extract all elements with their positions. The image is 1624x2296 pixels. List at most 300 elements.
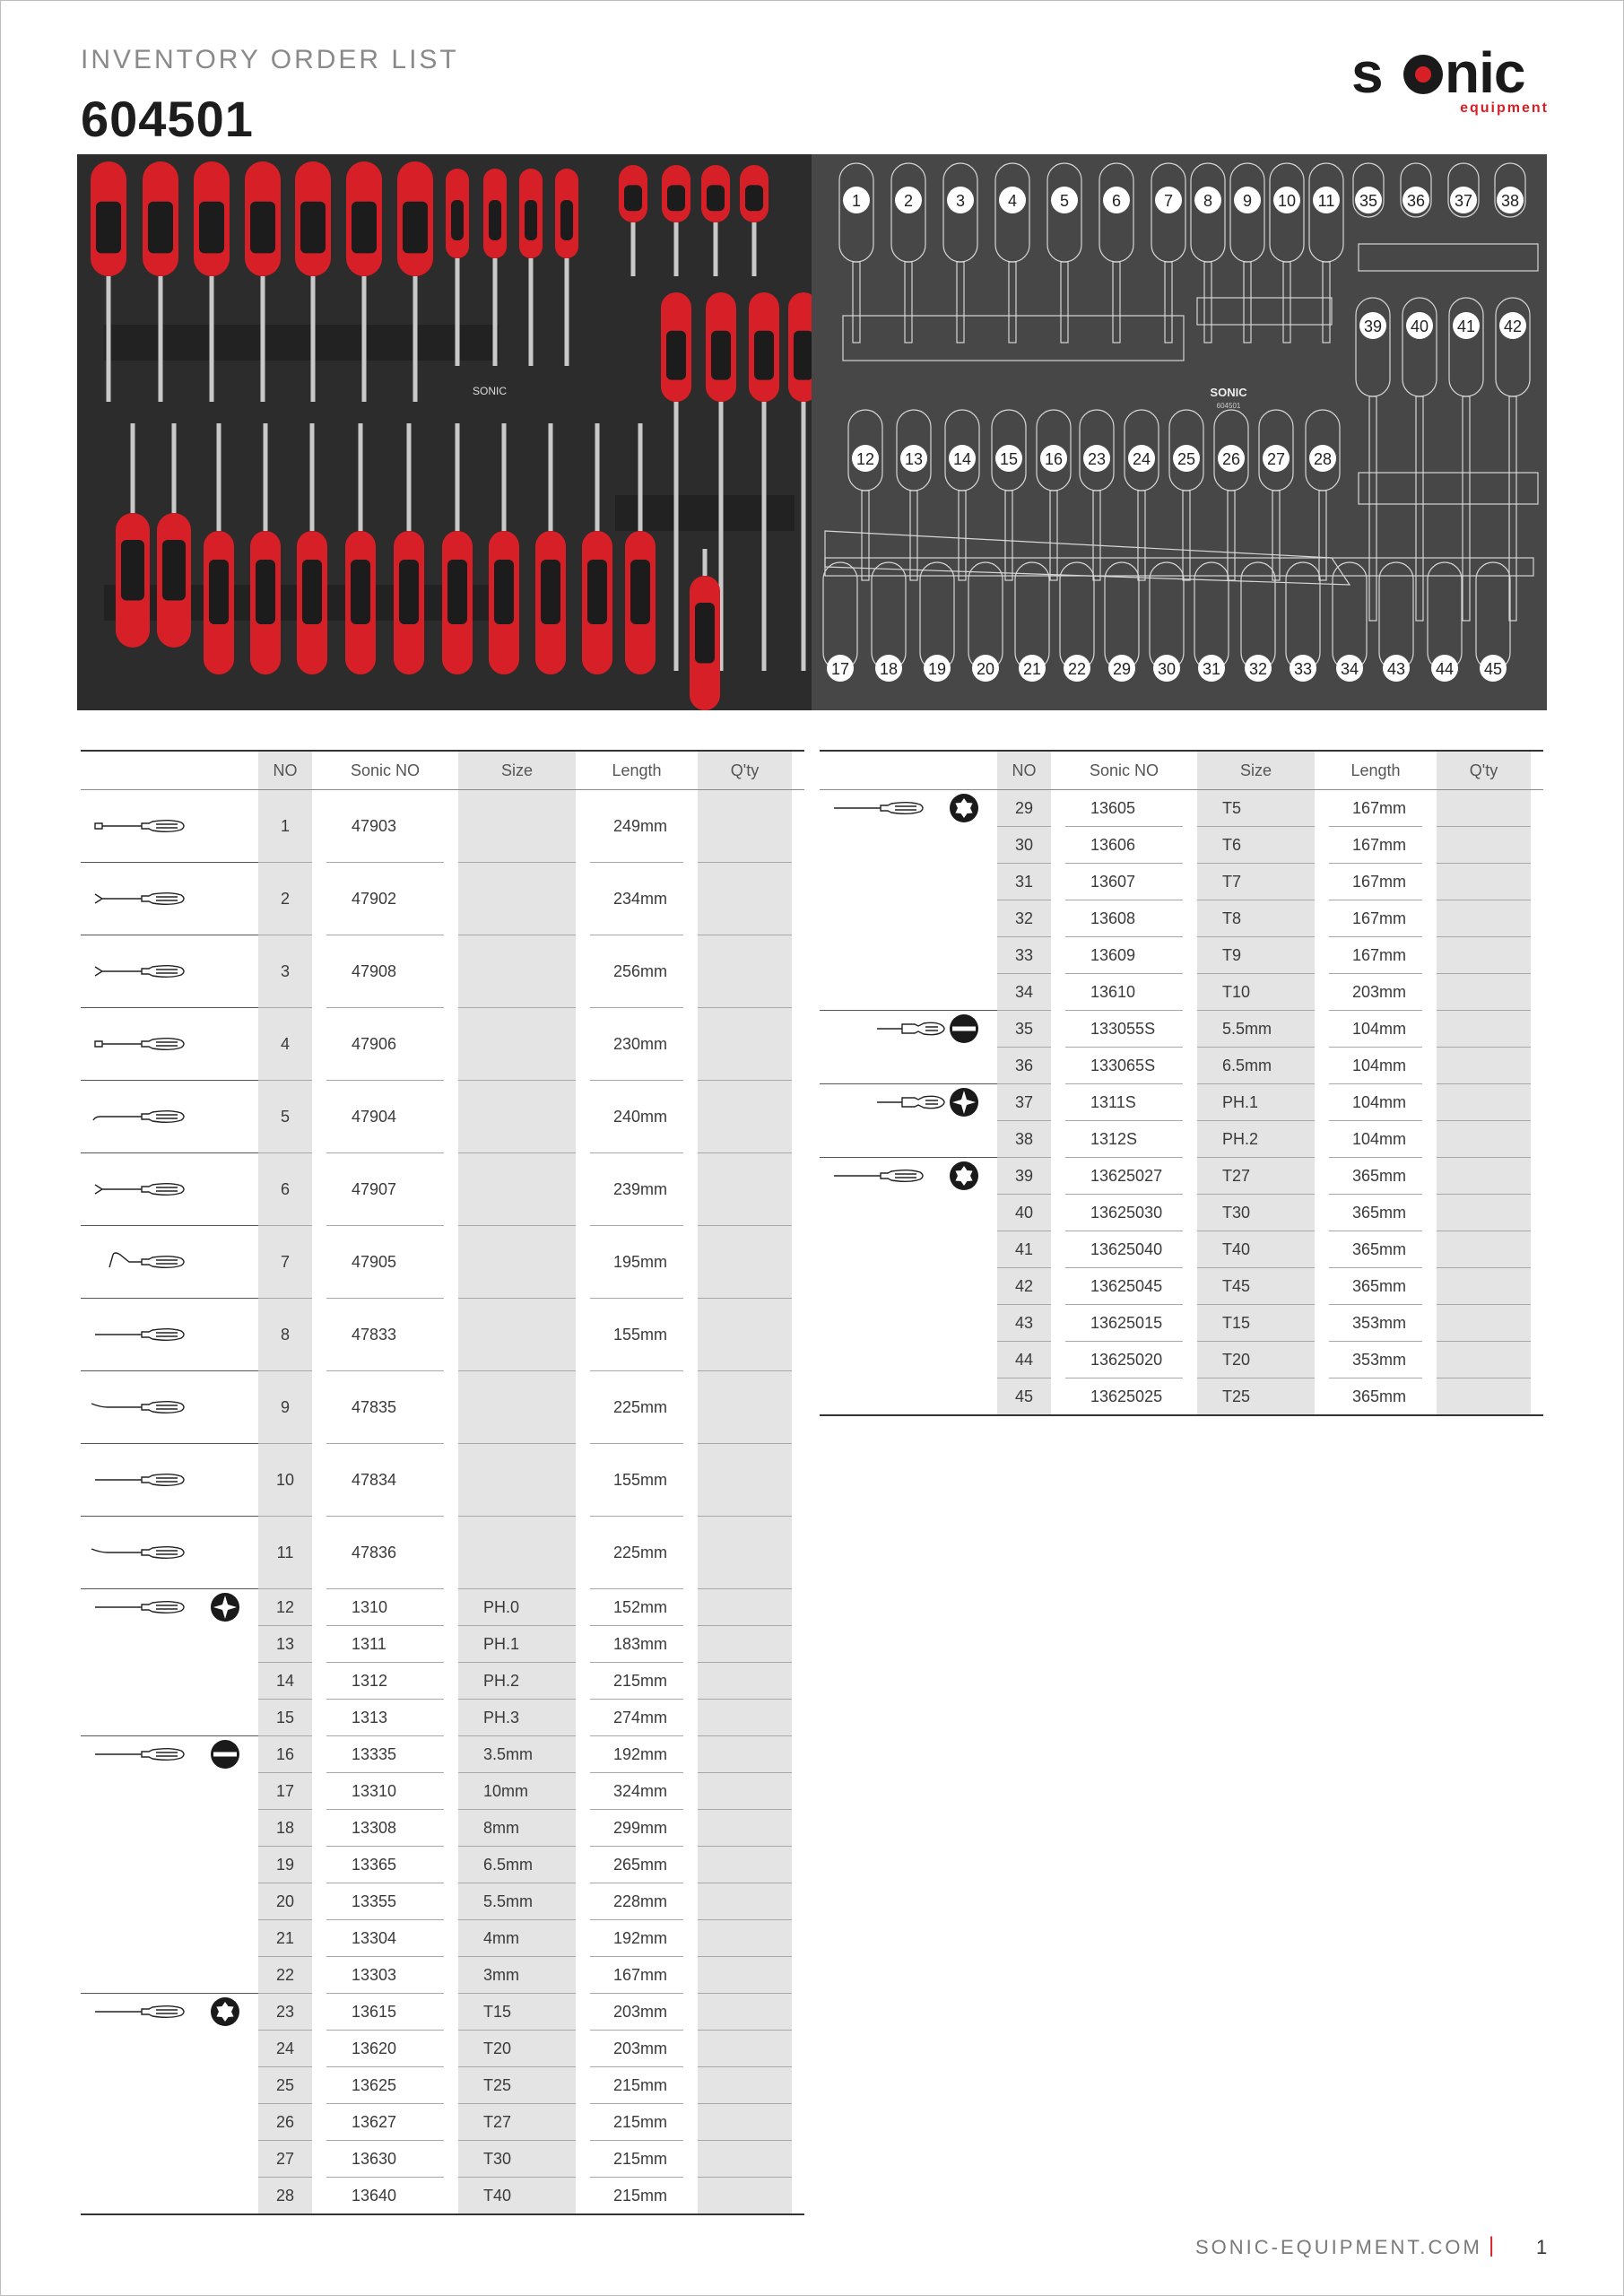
cell-qty[interactable] [698, 1994, 792, 2031]
cell-sonic-no: 47903 [326, 790, 444, 863]
position-number-marker [1153, 655, 1180, 682]
column-gap [1531, 1011, 1543, 1048]
column-gap [1051, 1305, 1065, 1342]
cell-no: 28 [258, 2178, 312, 2215]
cell-sonic-no: 13630 [326, 2141, 444, 2178]
column-gap [1183, 974, 1197, 1011]
position-number: 12 [855, 450, 875, 468]
cell-no: 23 [258, 1994, 312, 2031]
position-number-marker [900, 445, 927, 472]
cell-qty[interactable] [1437, 1011, 1531, 1048]
cell-qty[interactable] [1437, 1231, 1531, 1268]
svg-text:nic: nic [1445, 40, 1525, 105]
tray-photo-drawing [77, 154, 812, 710]
cell-qty[interactable] [698, 1081, 792, 1153]
cell-no: 20 [258, 1883, 312, 1920]
cell-qty[interactable] [698, 1957, 792, 1994]
cell-no: 24 [258, 2031, 312, 2067]
cell-no: 37 [997, 1084, 1051, 1121]
column-gap [1531, 1121, 1543, 1158]
foam-tray-photo [77, 154, 812, 710]
cell-size: 6.5mm [1197, 1048, 1315, 1084]
cell-length: 324mm [590, 1773, 683, 1810]
column-gap [1051, 1231, 1065, 1268]
cell-length: 215mm [590, 2067, 683, 2104]
column-gap [683, 1847, 698, 1883]
cell-sonic-no: 47906 [326, 1008, 444, 1081]
cell-qty[interactable] [698, 935, 792, 1008]
cell-qty[interactable] [1437, 1378, 1531, 1416]
column-gap [576, 1517, 590, 1589]
page-number: 1 [1536, 2236, 1548, 2258]
cell-no: 13 [258, 1626, 312, 1663]
table-row [81, 1736, 804, 1773]
cell-length: 104mm [1329, 1084, 1422, 1121]
cell-qty[interactable] [698, 2141, 792, 2178]
column-gap [444, 2031, 458, 2067]
column-gap [1422, 974, 1437, 1011]
column-gap [1183, 1195, 1197, 1231]
column-gap [312, 1008, 326, 1081]
column-gap [576, 1081, 590, 1153]
column-gap [1422, 1084, 1437, 1121]
position-number: 1 [851, 192, 862, 210]
torx-tip-icon [210, 1996, 240, 2027]
table-row [820, 790, 1543, 827]
pry-bar-icon [90, 1033, 188, 1055]
cell-qty[interactable] [1437, 790, 1531, 827]
cell-length: 167mm [1329, 790, 1422, 827]
fork-pry-icon [90, 961, 188, 982]
cell-qty[interactable] [698, 1008, 792, 1081]
column-gap [683, 1008, 698, 1081]
column-gap [1051, 1158, 1065, 1195]
cell-size [458, 1153, 576, 1226]
column-gap [576, 1920, 590, 1957]
cell-length: 104mm [1329, 1011, 1422, 1048]
tool-illustration-cell [81, 790, 258, 863]
cell-sonic-no: 1310 [326, 1589, 444, 1626]
cell-length: 228mm [590, 1883, 683, 1920]
pick-icon [90, 1324, 188, 1345]
cell-sonic-no: 13310 [326, 1773, 444, 1810]
column-gap [1422, 1231, 1437, 1268]
cell-qty[interactable] [1437, 900, 1531, 937]
column-gap [683, 1371, 698, 1444]
cell-no: 21 [258, 1920, 312, 1957]
table-row [81, 1226, 804, 1299]
position-number: 27 [1266, 450, 1286, 468]
cell-qty[interactable] [698, 1517, 792, 1589]
column-gap [1531, 1305, 1543, 1342]
position-number: 10 [1277, 192, 1297, 210]
column-gap [792, 1517, 804, 1589]
cell-no: 18 [258, 1810, 312, 1847]
set-number-title: 604501 [81, 91, 254, 147]
header-no: NO [997, 751, 1051, 790]
column-gap [1531, 827, 1543, 864]
cell-length: 192mm [590, 1920, 683, 1957]
diagram-model-label: 604501 [1216, 402, 1241, 410]
column-gap [312, 1226, 326, 1299]
position-number-marker [1499, 312, 1526, 339]
cell-length: 365mm [1329, 1231, 1422, 1268]
cell-length: 167mm [1329, 937, 1422, 974]
cell-size [458, 1517, 576, 1589]
position-number: 35 [1359, 192, 1378, 210]
column-gap [1183, 864, 1197, 900]
cell-no: 30 [997, 827, 1051, 864]
column-gap [444, 2178, 458, 2215]
cell-no: 1 [258, 790, 312, 863]
column-gap [444, 1994, 458, 2031]
header-size: Size [1197, 751, 1315, 790]
position-number-marker [843, 187, 870, 213]
cell-qty[interactable] [1437, 1158, 1531, 1195]
column-gap [1183, 1121, 1197, 1158]
position-number-marker [1083, 445, 1110, 472]
cell-no: 27 [258, 2141, 312, 2178]
cell-qty[interactable] [698, 1153, 792, 1226]
hook-pick-icon [90, 1106, 188, 1127]
cell-size [458, 1371, 576, 1444]
pick-icon [90, 1469, 188, 1491]
cell-length: 234mm [590, 863, 683, 935]
column-gap [1422, 900, 1437, 937]
position-number: 16 [1044, 450, 1064, 468]
column-gap [1531, 1231, 1543, 1268]
cell-size: T7 [1197, 864, 1315, 900]
column-gap [576, 935, 590, 1008]
column-gap [792, 1736, 804, 1773]
column-gap [792, 2141, 804, 2178]
position-number: 36 [1406, 192, 1426, 210]
cell-sonic-no: 47908 [326, 935, 444, 1008]
column-gap [792, 1773, 804, 1810]
cell-qty[interactable] [1437, 827, 1531, 864]
column-gap [1422, 1342, 1437, 1378]
cell-size: PH.1 [1197, 1084, 1315, 1121]
column-gap [312, 1957, 326, 1994]
column-gap [683, 1517, 698, 1589]
cell-qty[interactable] [1437, 937, 1531, 974]
cell-length: 365mm [1329, 1268, 1422, 1305]
cell-no: 25 [258, 2067, 312, 2104]
column-gap [312, 1371, 326, 1444]
column-gap [1315, 1084, 1329, 1121]
cell-no: 44 [997, 1342, 1051, 1378]
position-number-marker [1245, 655, 1272, 682]
bent-hook-icon [90, 1251, 188, 1273]
cell-qty[interactable] [1437, 974, 1531, 1011]
cell-qty[interactable] [698, 1773, 792, 1810]
column-gap [312, 1663, 326, 1700]
column-gap [792, 2178, 804, 2215]
column-gap [312, 1081, 326, 1153]
cell-qty[interactable] [698, 1736, 792, 1773]
position-number: 38 [1500, 192, 1520, 210]
cell-no: 6 [258, 1153, 312, 1226]
cell-qty[interactable] [1437, 1305, 1531, 1342]
header-no: NO [258, 751, 312, 790]
column-gap [444, 790, 458, 863]
position-number-marker [972, 655, 999, 682]
position-number-marker [947, 187, 974, 213]
bent-pick-icon [90, 1542, 188, 1563]
position-number-marker [1103, 187, 1130, 213]
cell-size: T5 [1197, 790, 1315, 827]
column-gap [312, 2067, 326, 2104]
column-gap [792, 1626, 804, 1663]
cell-size: 3.5mm [458, 1736, 576, 1773]
position-number: 31 [1202, 660, 1221, 678]
table-row [820, 1084, 1543, 1121]
column-gap [312, 1920, 326, 1957]
column-gap [1422, 790, 1437, 827]
column-gap [312, 863, 326, 935]
cell-length: 104mm [1329, 1048, 1422, 1084]
column-gap [576, 2067, 590, 2104]
cell-qty[interactable] [698, 1700, 792, 1736]
column-gap [1315, 1195, 1329, 1231]
cell-no: 42 [997, 1268, 1051, 1305]
cell-no: 19 [258, 1847, 312, 1883]
tool-illustration-cell [81, 1371, 258, 1444]
position-number: 25 [1177, 450, 1196, 468]
column-gap [683, 1589, 698, 1626]
column-gap [312, 790, 326, 863]
column-gap [444, 1081, 458, 1153]
table-row [81, 1994, 804, 2031]
cell-length: 365mm [1329, 1195, 1422, 1231]
cell-sonic-no: 13625020 [1065, 1342, 1183, 1378]
column-gap [1183, 1342, 1197, 1378]
header-length: Length [590, 751, 683, 790]
header-qty: Q'ty [1437, 751, 1531, 790]
cell-qty[interactable] [698, 2104, 792, 2141]
position-number-marker [1155, 187, 1182, 213]
tray-brand-label: SONIC [472, 385, 508, 397]
cell-sonic-no: 133055S [1065, 1011, 1183, 1048]
cell-qty[interactable] [698, 1663, 792, 1700]
column-gap [444, 1153, 458, 1226]
cell-size: PH.0 [458, 1589, 576, 1626]
column-gap [444, 1883, 458, 1920]
cell-qty[interactable] [1437, 1268, 1531, 1305]
cell-length: 203mm [590, 2031, 683, 2067]
cell-size: T30 [1197, 1195, 1315, 1231]
cell-no: 7 [258, 1226, 312, 1299]
position-number-marker [1273, 187, 1300, 213]
cell-length: 353mm [1329, 1305, 1422, 1342]
column-gap [576, 1883, 590, 1920]
position-number-marker [1198, 655, 1225, 682]
column-gap [792, 1226, 804, 1299]
cell-qty[interactable] [698, 2031, 792, 2067]
column-gap [576, 1299, 590, 1371]
cell-qty[interactable] [698, 790, 792, 863]
position-number: 37 [1454, 192, 1473, 210]
cell-sonic-no: 47904 [326, 1081, 444, 1153]
cell-no: 3 [258, 935, 312, 1008]
cell-qty[interactable] [698, 2178, 792, 2215]
column-gap [792, 935, 804, 1008]
cell-size: T15 [458, 1994, 576, 2031]
column-gap [312, 2031, 326, 2067]
header-sonic-no: Sonic NO [1065, 751, 1183, 790]
column-gap [792, 1700, 804, 1736]
column-gap [576, 2141, 590, 2178]
table-row [81, 863, 804, 935]
column-gap [792, 790, 804, 863]
column-gap [1183, 1084, 1197, 1121]
column-gap [1183, 937, 1197, 974]
column-gap [683, 1700, 698, 1736]
position-number: 13 [904, 450, 924, 468]
cell-qty[interactable] [1437, 1195, 1531, 1231]
cell-length: 240mm [590, 1081, 683, 1153]
screwdriver-icon [90, 1744, 188, 1765]
cell-qty[interactable] [1437, 1121, 1531, 1158]
cell-size: 3mm [458, 1957, 576, 1994]
column-gap [683, 1810, 698, 1847]
diagram-brand-label: SONIC [1210, 386, 1247, 399]
column-gap [1315, 937, 1329, 974]
cell-size: T25 [1197, 1378, 1315, 1416]
cell-length: 215mm [590, 2178, 683, 2215]
column-gap [444, 1810, 458, 1847]
cell-sonic-no: 47835 [326, 1371, 444, 1444]
position-number: 7 [1163, 192, 1174, 210]
sonic-logo [1350, 40, 1551, 121]
position-number-marker [1108, 655, 1135, 682]
cell-qty[interactable] [1437, 864, 1531, 900]
cell-length: 183mm [590, 1626, 683, 1663]
cell-qty[interactable] [698, 1371, 792, 1444]
position-number-marker [852, 445, 879, 472]
column-gap [1531, 937, 1543, 974]
table-row [81, 935, 804, 1008]
cell-length: 265mm [590, 1847, 683, 1883]
tool-illustration-cell [81, 1517, 258, 1589]
cell-no: 11 [258, 1517, 312, 1589]
cell-length: 249mm [590, 790, 683, 863]
cell-sonic-no: 13625045 [1065, 1268, 1183, 1305]
column-gap [1422, 1378, 1437, 1416]
column-gap [683, 1226, 698, 1299]
tray-outline-drawing [812, 154, 1547, 710]
cell-sonic-no: 13625040 [1065, 1231, 1183, 1268]
cell-sonic-no: 47902 [326, 863, 444, 935]
position-number-marker [1040, 445, 1067, 472]
column-gap [683, 863, 698, 935]
column-gap [576, 2031, 590, 2067]
column-gap [1183, 900, 1197, 937]
cell-qty[interactable] [698, 1589, 792, 1626]
column-gap [576, 1994, 590, 2031]
cell-qty[interactable] [1437, 1084, 1531, 1121]
column-gap [1422, 1158, 1437, 1195]
column-gap [792, 1810, 804, 1847]
cell-sonic-no: 13304 [326, 1920, 444, 1957]
column-gap [1315, 1378, 1329, 1416]
column-gap [576, 1626, 590, 1663]
column-gap [1531, 1195, 1543, 1231]
cell-qty[interactable] [698, 1299, 792, 1371]
column-gap [792, 1663, 804, 1700]
cell-length: 167mm [1329, 900, 1422, 937]
column-gap [792, 1994, 804, 2031]
position-number-marker [1359, 312, 1386, 339]
column-gap [1051, 1121, 1065, 1158]
fork-pry-icon [90, 888, 188, 909]
cell-sonic-no: 47905 [326, 1226, 444, 1299]
column-gap [444, 1773, 458, 1810]
cell-qty[interactable] [698, 1883, 792, 1920]
column-gap [792, 1957, 804, 1994]
column-gap [683, 1957, 698, 1994]
column-gap [1051, 1378, 1065, 1416]
cell-no: 22 [258, 1957, 312, 1994]
cell-size: 5.5mm [458, 1883, 576, 1920]
table-row [81, 1517, 804, 1589]
column-gap [1315, 1011, 1329, 1048]
cell-qty[interactable] [1437, 1342, 1531, 1378]
cell-qty[interactable] [698, 1847, 792, 1883]
cell-length: 230mm [590, 1008, 683, 1081]
position-number-marker [1194, 187, 1221, 213]
cell-qty[interactable] [698, 1444, 792, 1517]
cell-qty[interactable] [698, 1626, 792, 1663]
column-gap [444, 1589, 458, 1626]
cell-qty[interactable] [698, 863, 792, 935]
column-gap [792, 1299, 804, 1371]
column-gap [1531, 1378, 1543, 1416]
column-gap [444, 863, 458, 935]
column-gap [1315, 1305, 1329, 1342]
column-gap [444, 2104, 458, 2141]
column-gap [444, 1008, 458, 1081]
cell-length: 365mm [1329, 1378, 1422, 1416]
cell-qty[interactable] [698, 2067, 792, 2104]
cell-sonic-no: 13607 [1065, 864, 1183, 900]
cell-qty[interactable] [698, 1226, 792, 1299]
cell-sonic-no: 13615 [326, 1994, 444, 2031]
table-row [81, 1081, 804, 1153]
cell-qty[interactable] [1437, 1048, 1531, 1084]
cell-size: T6 [1197, 827, 1315, 864]
column-gap [792, 1883, 804, 1920]
cell-size: T27 [458, 2104, 576, 2141]
svg-text:equipment: equipment [1460, 100, 1549, 116]
cell-qty[interactable] [698, 1920, 792, 1957]
column-gap [683, 790, 698, 863]
column-gap [1531, 900, 1543, 937]
column-gap [1051, 1048, 1065, 1084]
cell-sonic-no: 1312S [1065, 1121, 1183, 1158]
column-gap [792, 1081, 804, 1153]
column-gap [792, 2067, 804, 2104]
position-number-marker [1173, 445, 1200, 472]
position-number: 45 [1483, 660, 1503, 678]
position-number-marker [1383, 655, 1410, 682]
cell-qty[interactable] [698, 1810, 792, 1847]
column-gap [1183, 790, 1197, 827]
tool-illustration-cell [81, 1736, 258, 1994]
column-gap [1531, 1342, 1543, 1378]
cell-sonic-no: 13308 [326, 1810, 444, 1847]
cell-size: T27 [1197, 1158, 1315, 1195]
